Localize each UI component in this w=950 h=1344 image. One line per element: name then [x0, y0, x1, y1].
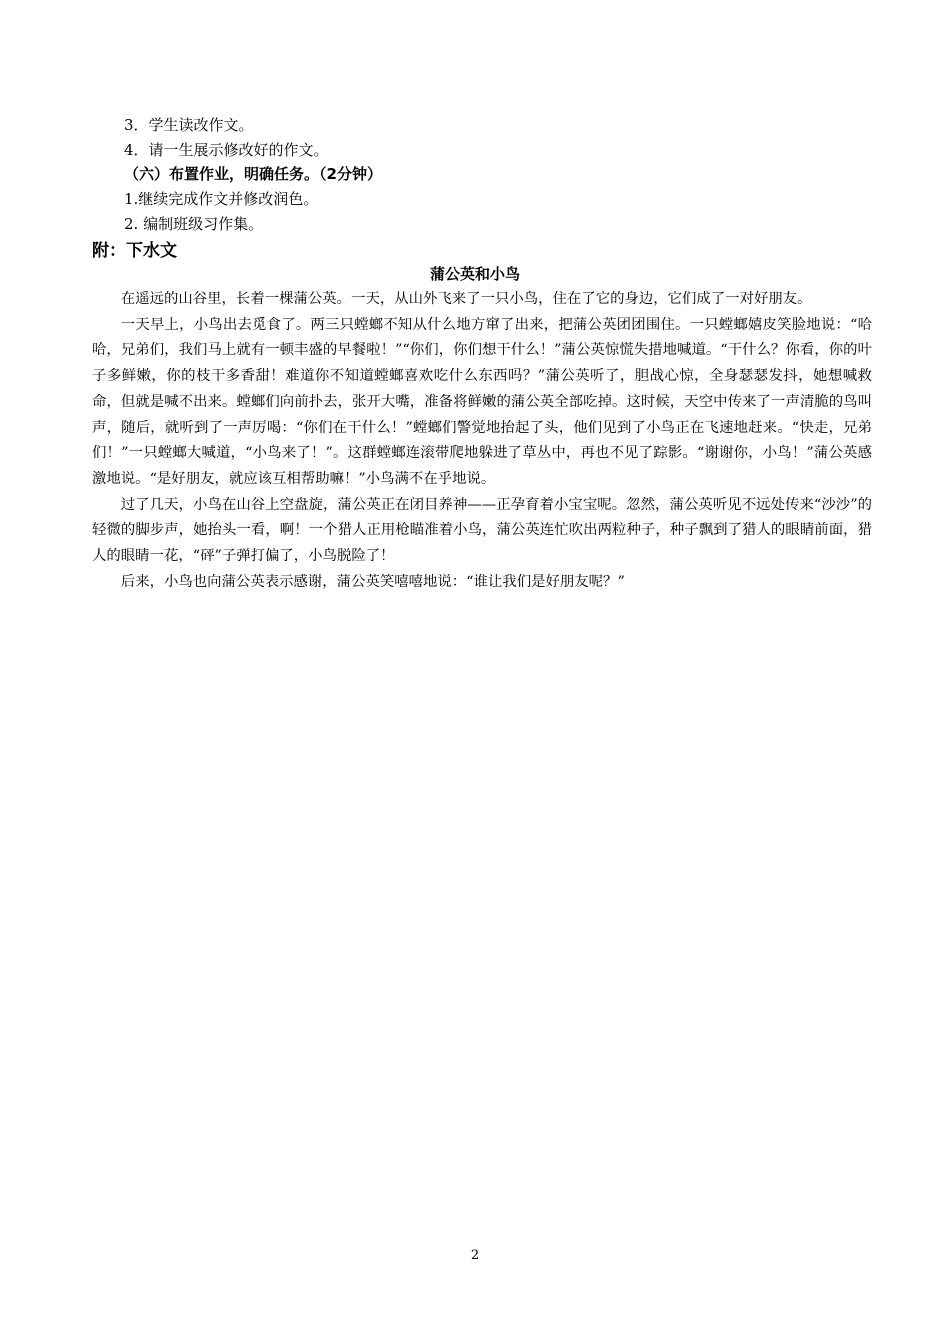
homework-item: 1.继续完成作文并修改润色。 [124, 190, 319, 208]
list-item: 3．学生读改作文。 [124, 116, 254, 134]
essay-paragraph: 在遥远的山谷里，长着一棵蒲公英。一天，从山外飞来了一只小鸟，住在了它的身边，它们成了一对好朋友。 [120, 291, 812, 307]
essay-paragraph: 后来，小鸟也向蒲公英表示感谢，蒲公英笑嘻嘻地说：“谁让我们是好朋友呢？” [120, 573, 625, 590]
essay-body [92, 287, 872, 595]
essay-paragraph: 过了几天，小鸟在山谷上空盘旋，蒲公英正在闭目养神——正孕育着小宝宝呢。忽然，蒲公英听见不远处传来“沙沙”的轻微的脚步声，她抬头一看，啊！一个猎人正用枪瞄准着小鸟，蒲公英连忙吹出两粒种子，种子飘到了猎人的眼睛前面，猎人的眼睛一花，“砰”子弹打偏了，小鸟脱险了！ [92, 496, 872, 565]
homework-item: 2. 编制班级习作集。 [124, 215, 264, 233]
essay-paragraph: 一天早上，小鸟出去觅食了。两三只螳螂不知从什么地方窜了出来，把蒲公英团团围住。一只螳螂嬉皮笑脸地说：“哈哈，兄弟们，我们马上就有一顿丰盛的早餐啦！”“你们，你们想干什么！”蒲公英惊慌失措地喊道。“干什么？你看，你的叶子多鲜嫩，你的枝干多香甜！难道你不知道螳螂喜欢吃什么东西吗？”蒲公英听了，胆战心惊，全身瑟瑟发抖，她想喊救命，但就是喊不出来。螳螂们向前扑去，张开大嘴，准备将鲜嫩的蒲公英全部吃掉。这时候，天空中传来了一声清脆的鸟叫声，随后，就听到了一声厉喝：“你们在干什么！”螳螂们警觉地抬起了头，他们见到了小鸟正在飞速地赶来。“快走，兄弟们！”一只螳螂大喊道，“小鸟来了！”。这群螳螂连滚带爬地躲进了草丛中，再也不见了踪影。“谢谢你，小鸟！”蒲公英感激地说。“是好朋友，就应该互相帮助嘛！”小鸟满不在乎地说。 [92, 316, 872, 487]
section-heading: （六）布置作业，明确任务。（2分钟） [124, 165, 382, 183]
list-item: 4．请一生展示修改好的作文。 [124, 141, 329, 159]
essay-title: 蒲公英和小鸟 [429, 265, 520, 283]
page-number: 2 [470, 1248, 480, 1263]
appendix-label: 附：下水文 [92, 241, 177, 261]
